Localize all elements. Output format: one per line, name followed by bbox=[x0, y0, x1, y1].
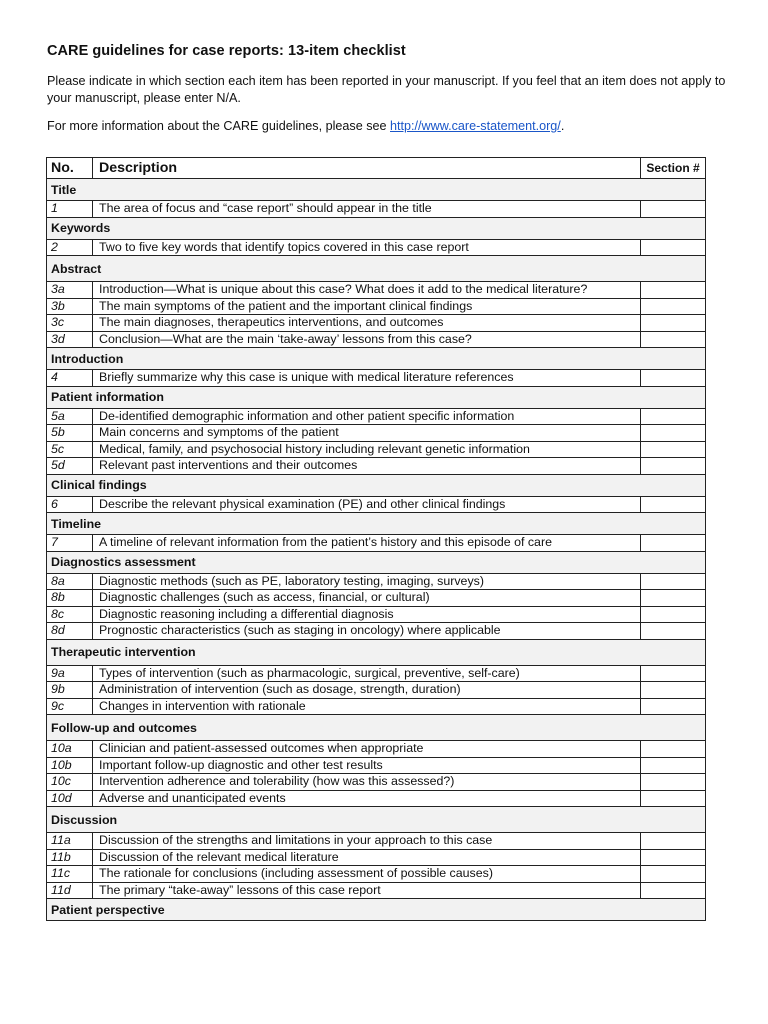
section-row bbox=[47, 551, 706, 573]
section-title: Follow-up and outcomes bbox=[47, 715, 706, 741]
section-title: Diagnostics assessment bbox=[47, 551, 706, 573]
item-description: A timeline of relevant information from the patient’s history and this episode of care bbox=[93, 535, 641, 552]
item-description: Medical, family, and psychosocial history including relevant genetic information bbox=[93, 441, 641, 458]
item-description: Diagnostic reasoning including a differential diagnosis bbox=[93, 606, 641, 623]
more-info-paragraph bbox=[47, 118, 564, 135]
section-title: Introduction bbox=[47, 348, 706, 370]
table-row bbox=[47, 882, 706, 899]
section-number-cell[interactable] bbox=[641, 606, 706, 623]
section-title: Clinical findings bbox=[47, 474, 706, 496]
section-number-cell[interactable] bbox=[641, 201, 706, 218]
item-number: 11b bbox=[47, 849, 93, 866]
item-description: Diagnostic methods (such as PE, laboratory testing, imaging, surveys) bbox=[93, 573, 641, 590]
table-row bbox=[47, 496, 706, 513]
page-title: CARE guidelines for case reports: 13-item checklist bbox=[47, 43, 406, 59]
item-description: Introduction—What is unique about this case? What does it add to the medical literature? bbox=[93, 282, 641, 299]
table-row bbox=[47, 590, 706, 607]
table-row bbox=[47, 774, 706, 791]
care-statement-link[interactable]: http://www.care-statement.org/ bbox=[390, 119, 561, 133]
item-description: Diagnostic challenges (such as access, financial, or cultural) bbox=[93, 590, 641, 607]
header-no: No. bbox=[47, 158, 93, 179]
item-description: Main concerns and symptoms of the patient bbox=[93, 425, 641, 442]
section-title: Discussion bbox=[47, 807, 706, 833]
section-title: Title bbox=[47, 179, 706, 201]
item-number: 10b bbox=[47, 757, 93, 774]
item-description: Intervention adherence and tolerability (how was this assessed?) bbox=[93, 774, 641, 791]
item-number: 9b bbox=[47, 682, 93, 699]
section-row bbox=[47, 899, 706, 921]
item-number: 11d bbox=[47, 882, 93, 899]
table-row bbox=[47, 282, 706, 299]
section-row bbox=[47, 474, 706, 496]
table-row bbox=[47, 573, 706, 590]
item-number: 10c bbox=[47, 774, 93, 791]
section-row bbox=[47, 715, 706, 741]
section-row bbox=[47, 217, 706, 239]
item-number: 8a bbox=[47, 573, 93, 590]
table-header-row bbox=[47, 158, 706, 179]
item-number: 9c bbox=[47, 698, 93, 715]
section-number-cell[interactable] bbox=[641, 441, 706, 458]
item-description: Prognostic characteristics (such as staging in oncology) where applicable bbox=[93, 623, 641, 640]
item-description: Administration of intervention (such as dosage, strength, duration) bbox=[93, 682, 641, 699]
table-row bbox=[47, 665, 706, 682]
table-row bbox=[47, 331, 706, 348]
item-number: 11a bbox=[47, 833, 93, 850]
section-number-cell[interactable] bbox=[641, 425, 706, 442]
more-info-prefix: For more information about the CARE guidelines, please see bbox=[47, 119, 391, 133]
header-section: Section # bbox=[641, 158, 706, 179]
item-number: 8b bbox=[47, 590, 93, 607]
section-number-cell[interactable] bbox=[641, 623, 706, 640]
section-number-cell[interactable] bbox=[641, 882, 706, 899]
section-row bbox=[47, 639, 706, 665]
item-number: 7 bbox=[47, 535, 93, 552]
table-row bbox=[47, 458, 706, 475]
item-number: 5a bbox=[47, 408, 93, 425]
table-row bbox=[47, 698, 706, 715]
item-description: Clinician and patient-assessed outcomes when appropriate bbox=[93, 741, 641, 758]
table-row bbox=[47, 849, 706, 866]
section-row bbox=[47, 256, 706, 282]
table-row bbox=[47, 441, 706, 458]
item-number: 8d bbox=[47, 623, 93, 640]
table-row bbox=[47, 201, 706, 218]
table-row bbox=[47, 866, 706, 883]
section-title: Abstract bbox=[47, 256, 706, 282]
section-number-cell[interactable] bbox=[641, 315, 706, 332]
instructions-paragraph: Please indicate in which section each item has been reported in your manuscript. If you feel that an item does not apply to your manuscript, please enter N/A. bbox=[47, 74, 726, 105]
checklist-body bbox=[47, 179, 706, 921]
section-number-cell[interactable] bbox=[641, 535, 706, 552]
section-number-cell[interactable] bbox=[641, 741, 706, 758]
section-number-cell[interactable] bbox=[641, 849, 706, 866]
table-row bbox=[47, 790, 706, 807]
section-row bbox=[47, 513, 706, 535]
section-number-cell[interactable] bbox=[641, 239, 706, 256]
table-row bbox=[47, 298, 706, 315]
more-info-suffix: . bbox=[560, 119, 565, 133]
table-row bbox=[47, 315, 706, 332]
section-title: Patient information bbox=[47, 386, 706, 408]
item-description: Discussion of the relevant medical literature bbox=[93, 849, 641, 866]
table-row bbox=[47, 370, 706, 387]
section-number-cell[interactable] bbox=[641, 790, 706, 807]
section-title: Patient perspective bbox=[47, 899, 706, 921]
item-number: 5c bbox=[47, 441, 93, 458]
table-row bbox=[47, 682, 706, 699]
item-number: 2 bbox=[47, 239, 93, 256]
item-number: 10a bbox=[47, 741, 93, 758]
section-number-cell[interactable] bbox=[641, 833, 706, 850]
item-description: The primary “take-away” lessons of this case report bbox=[93, 882, 641, 899]
section-number-cell[interactable] bbox=[641, 331, 706, 348]
section-title: Timeline bbox=[47, 513, 706, 535]
table-row bbox=[47, 535, 706, 552]
item-description: Changes in intervention with rationale bbox=[93, 698, 641, 715]
item-number: 3a bbox=[47, 282, 93, 299]
section-title: Therapeutic intervention bbox=[47, 639, 706, 665]
item-description: Describe the relevant physical examination (PE) and other clinical findings bbox=[93, 496, 641, 513]
section-number-cell[interactable] bbox=[641, 665, 706, 682]
table-row bbox=[47, 425, 706, 442]
table-row bbox=[47, 757, 706, 774]
section-number-cell[interactable] bbox=[641, 458, 706, 475]
item-description: Discussion of the strengths and limitations in your approach to this case bbox=[93, 833, 641, 850]
table-row bbox=[47, 408, 706, 425]
item-description: The main symptoms of the patient and the important clinical findings bbox=[93, 298, 641, 315]
item-description: Adverse and unanticipated events bbox=[93, 790, 641, 807]
item-number: 3b bbox=[47, 298, 93, 315]
checklist-table bbox=[46, 157, 706, 921]
item-number: 1 bbox=[47, 201, 93, 218]
section-number-cell[interactable] bbox=[641, 682, 706, 699]
table-row bbox=[47, 239, 706, 256]
item-number: 5d bbox=[47, 458, 93, 475]
item-number: 4 bbox=[47, 370, 93, 387]
section-row bbox=[47, 348, 706, 370]
section-number-cell[interactable] bbox=[641, 370, 706, 387]
section-number-cell[interactable] bbox=[641, 408, 706, 425]
section-row bbox=[47, 179, 706, 201]
item-number: 3d bbox=[47, 331, 93, 348]
item-description: The area of focus and “case report” should appear in the title bbox=[93, 201, 641, 218]
table-row bbox=[47, 833, 706, 850]
item-number: 10d bbox=[47, 790, 93, 807]
item-number: 9a bbox=[47, 665, 93, 682]
section-row bbox=[47, 807, 706, 833]
item-description: Types of intervention (such as pharmacologic, surgical, preventive, self-care) bbox=[93, 665, 641, 682]
item-number: 11c bbox=[47, 866, 93, 883]
item-number: 5b bbox=[47, 425, 93, 442]
table-row bbox=[47, 741, 706, 758]
item-description: Two to five key words that identify topics covered in this case report bbox=[93, 239, 641, 256]
section-number-cell[interactable] bbox=[641, 282, 706, 299]
item-number: 8c bbox=[47, 606, 93, 623]
item-description: The rationale for conclusions (including assessment of possible causes) bbox=[93, 866, 641, 883]
table-row bbox=[47, 623, 706, 640]
item-description: Relevant past interventions and their outcomes bbox=[93, 458, 641, 475]
section-number-cell[interactable] bbox=[641, 298, 706, 315]
section-number-cell[interactable] bbox=[641, 774, 706, 791]
header-description: Description bbox=[93, 158, 641, 179]
section-title: Keywords bbox=[47, 217, 706, 239]
item-description: The main diagnoses, therapeutics interventions, and outcomes bbox=[93, 315, 641, 332]
section-number-cell[interactable] bbox=[641, 866, 706, 883]
item-number: 6 bbox=[47, 496, 93, 513]
item-description: De-identified demographic information and other patient specific information bbox=[93, 408, 641, 425]
item-description: Important follow-up diagnostic and other test results bbox=[93, 757, 641, 774]
section-number-cell[interactable] bbox=[641, 590, 706, 607]
item-description: Briefly summarize why this case is unique with medical literature references bbox=[93, 370, 641, 387]
item-number: 3c bbox=[47, 315, 93, 332]
section-number-cell[interactable] bbox=[641, 573, 706, 590]
section-number-cell[interactable] bbox=[641, 496, 706, 513]
section-row bbox=[47, 386, 706, 408]
section-number-cell[interactable] bbox=[641, 757, 706, 774]
section-number-cell[interactable] bbox=[641, 698, 706, 715]
item-description: Conclusion—What are the main ‘take-away’ lessons from this case? bbox=[93, 331, 641, 348]
table-row bbox=[47, 606, 706, 623]
